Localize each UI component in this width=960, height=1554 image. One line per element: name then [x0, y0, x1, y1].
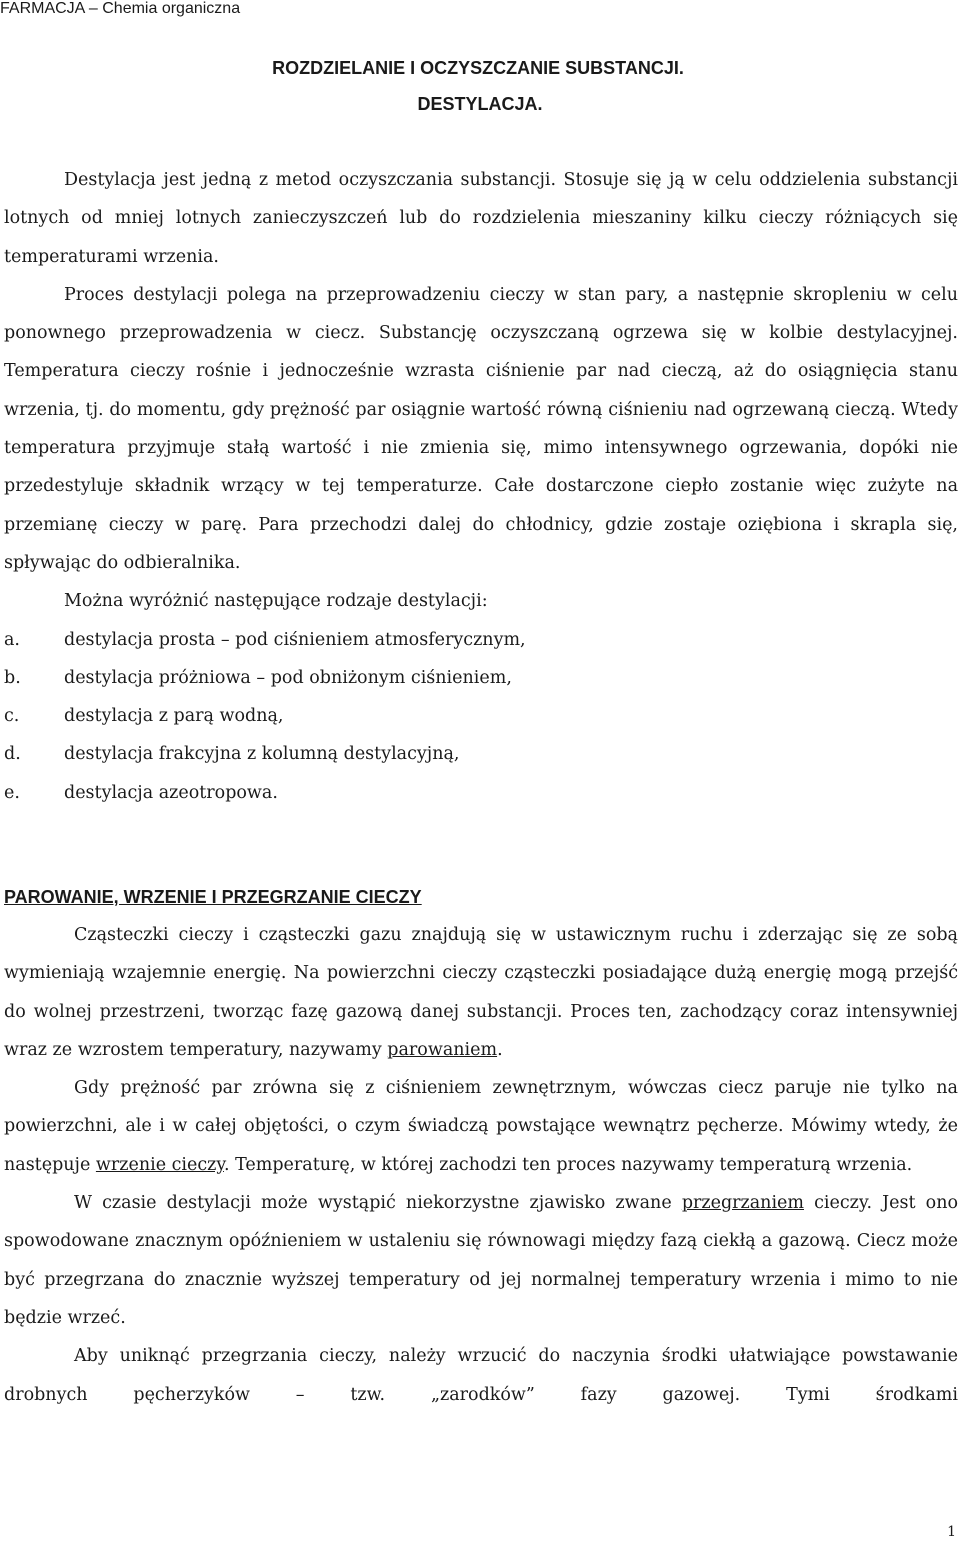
list-marker: a. [4, 629, 20, 650]
title-line-1: ROZDZIELANIE I OCZYSZCZANIE SUBSTANCJI. [272, 58, 684, 78]
list-item [4, 735, 958, 773]
list-marker: b. [4, 667, 21, 688]
list-text: destylacja prosta – pod ciśnieniem atmosferycznym, [64, 629, 526, 650]
section-heading: PAROWANIE, WRZENIE I PRZEGRZANIE CIECZY [4, 887, 422, 907]
text-run: cieczy. Jest ono spowodowane znacznym opóźnieniem w ustaleniu się równowagi między fazą ciekłą a gazową. Ciecz może być przegrzana do znacznie wyższej temperatury od jej normalnej temperatury wrzenia i mimo to nie będzie wrzeć. [4, 1193, 958, 1328]
paragraph-prevention: Aby uniknąć przegrzania cieczy, należy wrzucić do naczynia środki ułatwiające powstawanie drobnych pęcherzyków – tzw. „zarodków” fazy gazowej. Tymi środkami [4, 1346, 958, 1405]
text-run: Cząsteczki cieczy i cząsteczki gazu znajdują się w ustawicznym ruchu i zderzając się ze sobą wymieniają wzajemnie energię. Na powierzchni cieczy cząsteczki posiadające dużą energię mogą przejść do wolnej przestrzeni, tworząc fazę gazową danej substancji. Proces ten, zachodzący coraz intensywniej wraz ze wzrostem temperatury, nazywamy [4, 925, 958, 1060]
term-superheating: przegrzaniem [681, 1193, 804, 1214]
list-text: destylacja próżniowa – pod obniżonym ciśnieniem, [64, 667, 512, 688]
list-text: destylacja z parą wodną, [64, 706, 284, 727]
document-title [0, 50, 960, 122]
list-item [4, 659, 958, 697]
list-marker: d. [4, 744, 21, 765]
text-run: . Temperaturę, w której zachodzi ten proces nazywamy temperaturą wrzenia. [223, 1154, 913, 1175]
list-text: destylacja azeotropowa. [64, 782, 278, 803]
list-text: destylacja frakcyjna z kolumną destylacyjną, [64, 744, 460, 765]
list-marker: e. [4, 782, 20, 803]
text-run: Gdy prężność par zrówna się z ciśnieniem zewnętrznym, wówczas ciecz paruje nie tylko na powierzchni, ale i w całej objętości, o czym świadczą powstające wewnątrz pęcherze. Mówimy wtedy, że następuje [4, 1078, 958, 1175]
title-line-2: DESTYLACJA. [417, 94, 543, 114]
paragraph-intro: Destylacja jest jedną z metod oczyszczania substancji. Stosuje się ją w celu oddzielenia substancji lotnych od mniej lotnych zanieczyszczeń lub do rozdzielenia mieszaniny kilku cieczy różniących się temperaturami wrzenia. [4, 170, 958, 267]
paragraph-boiling [4, 1069, 958, 1184]
paragraph-process: Proces destylacji polega na przeprowadzeniu cieczy w stan pary, a następnie skropleniu w celu ponownego przeprowadzenia w ciecz. Substancję oczyszczaną ogrzewa się w kolbie destylacyjnej. Temperatura cieczy rośnie i jednocześnie wzrasta ciśnienie par nad cieczą, aż do osiągnięcia stanu wrzenia, tj. do momentu, gdy prężność par osiągnie wartość równą ciśnieniu nad ogrzewaną cieczą. Wtedy temperatura przyjmuje stałą wartość i nie zmienia się, mimo intensywnego ogrzewania, dopóki nie przedestyluje składnik wrzący w tej temperaturze. Całe dostarczone ciepło zostanie więc zużyte na przemianę cieczy w parę. Para przechodzi dalej do chłodnicy, gdzie zostaje oziębiona i skrapla się, spływając do odbieralnika. [4, 284, 958, 573]
page-number: 1 [947, 1524, 956, 1540]
distillation-types-list [4, 621, 958, 812]
term-boiling: wrzenie cieczy [95, 1154, 224, 1175]
paragraph-evaporation [4, 916, 958, 1069]
text-run: W czasie destylacji może wystąpić niekorzystne zjawisko zwane [74, 1193, 682, 1214]
list-item [4, 697, 958, 735]
boiling-section [4, 916, 958, 1414]
list-item [4, 621, 958, 659]
list-item [4, 774, 958, 812]
list-marker: c. [4, 706, 20, 727]
intro-section [4, 161, 958, 812]
paragraph-superheating [4, 1184, 958, 1337]
text-run: . [497, 1039, 503, 1060]
term-evaporation: parowaniem [387, 1039, 498, 1060]
list-intro: Można wyróżnić następujące rodzaje destylacji: [64, 591, 488, 612]
running-header: FARMACJA – Chemia organiczna [0, 0, 241, 17]
